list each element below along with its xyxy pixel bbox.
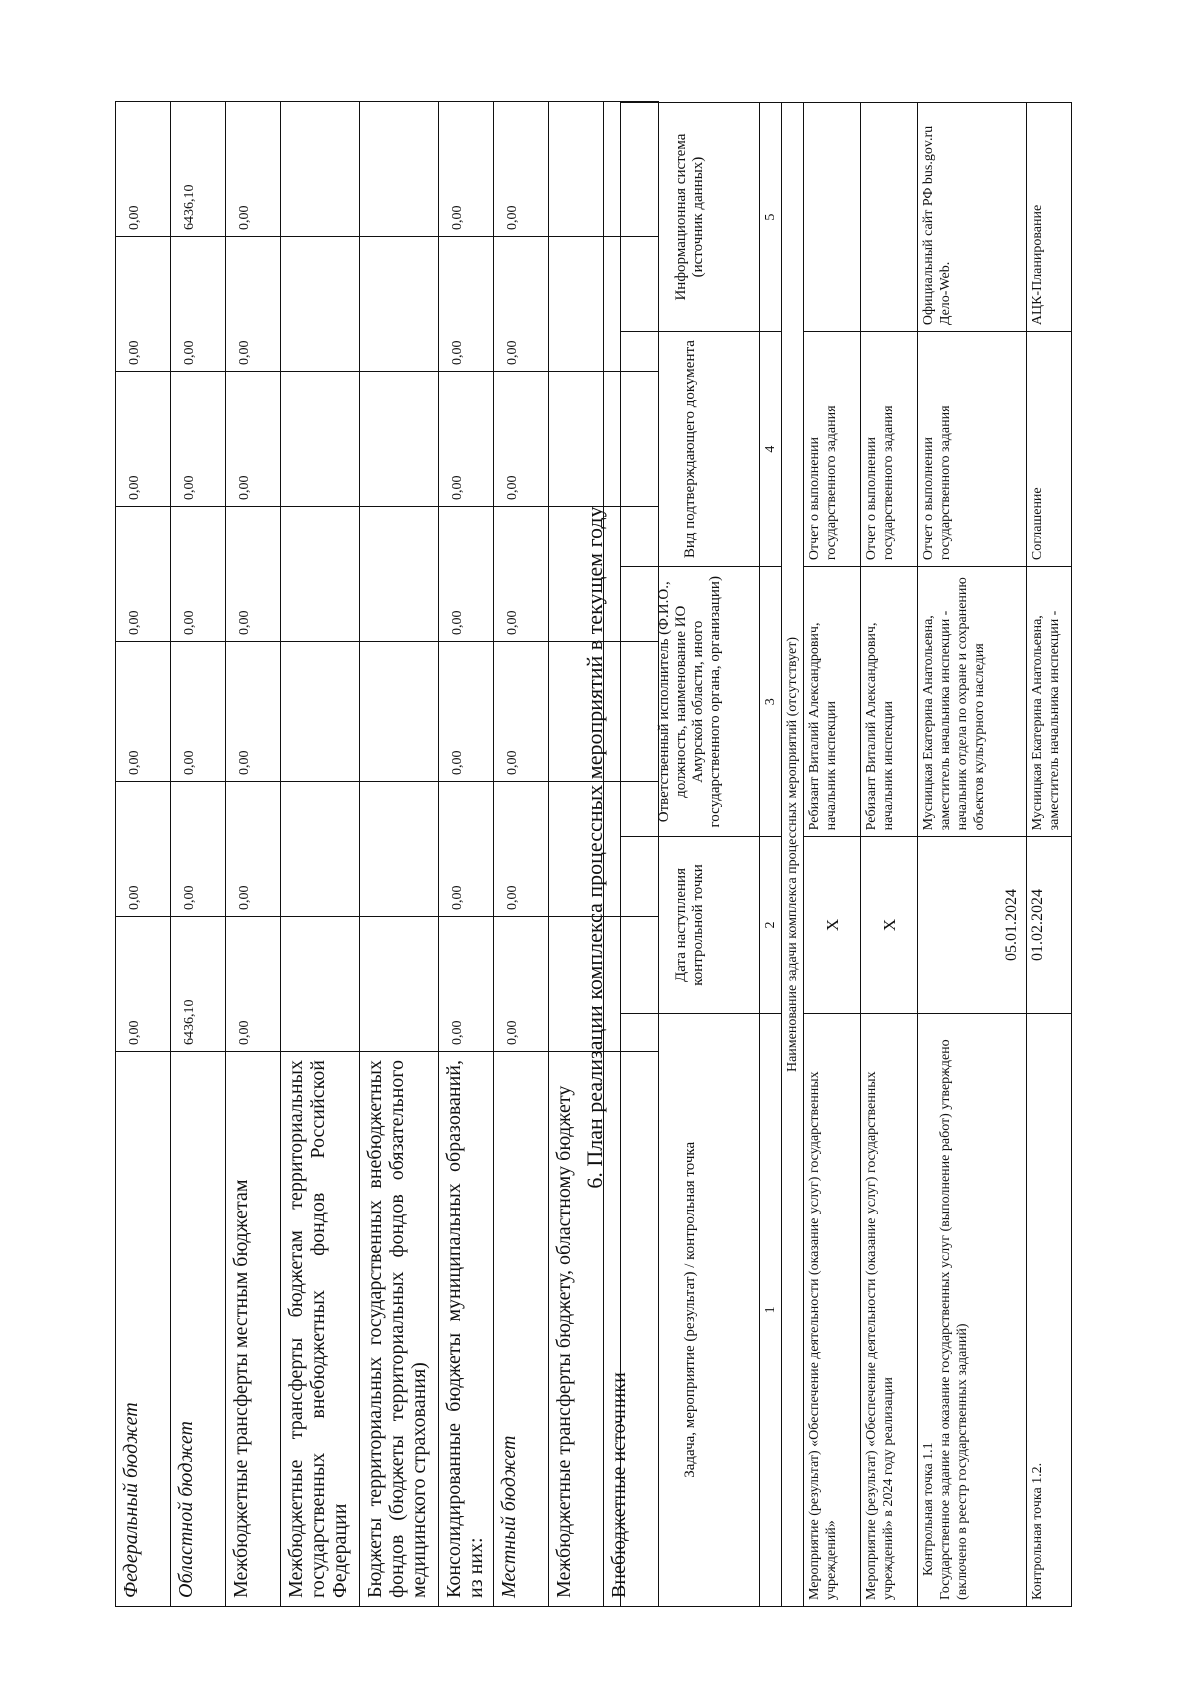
header-document: Вид подтверждающего документа (621, 332, 760, 567)
budget-row (171, 102, 226, 1607)
budget-value-cell (360, 372, 439, 507)
control-point-text: Государственное задание на оказание государственных услуг (выполнение работ) утверждено (включено в реестр государственных заданий) (938, 1039, 970, 1600)
control-point-document: Соглашение (1027, 332, 1072, 567)
event-date: X (861, 837, 918, 1013)
budget-value-cell (281, 507, 360, 642)
col-number: 5 (760, 103, 782, 332)
header-system: Информационная система (источник данных) (621, 103, 760, 332)
budget-value-cell (281, 782, 360, 917)
budget-row-label: Межбюджетные трансферты бюджету, областному бюджету (549, 1052, 604, 1607)
budget-value-cell: 0,00 (494, 102, 549, 237)
budget-row-label: Межбюджетные трансферты бюджетам территориальных государственных внебюджетных фондов Российской Федерации (281, 1052, 360, 1607)
budget-row (281, 102, 360, 1607)
col-number: 4 (760, 332, 782, 567)
event-document: Отчет о выполнении государственного задания (804, 332, 861, 567)
budget-row-label: Межбюджетные трансферты местным бюджетам (226, 1052, 281, 1607)
budget-value-cell: 0,00 (226, 237, 281, 372)
budget-value-cell: 0,00 (116, 102, 171, 237)
budget-row-label: Бюджеты территориальных государственных внебюджетных фондов (бюджеты территориальных фондов обязательного медицинского страхования) (360, 1052, 439, 1607)
control-point-name: Контрольная точка 1.2. (1027, 1013, 1072, 1606)
budget-value-cell: 0,00 (439, 507, 494, 642)
budget-value-cell: 0,00 (494, 917, 549, 1052)
control-point-document: Отчет о выполнении государственного задания (918, 332, 1027, 567)
budget-value-cell: 0,00 (494, 237, 549, 372)
budget-value-cell (360, 782, 439, 917)
budget-row-label: Внебюджетные источники (604, 1052, 659, 1607)
header-date: Дата наступления контрольной точки (621, 837, 760, 1013)
event-responsible: Ребизант Виталий Александрович, начальник инспекции (804, 567, 861, 837)
control-point-system: Официальный сайт РФ bus.gov.ru Дело-Web. (918, 103, 1027, 332)
budget-value-cell (360, 917, 439, 1052)
control-point-responsible: Мусницкая Екатерина Анатольевна, заместитель начальника инспекции - начальник отдела по охране и сохранению объектов культурного наследия (918, 567, 1027, 837)
budget-value-cell: 0,00 (171, 782, 226, 917)
column-number-row (760, 103, 782, 1607)
header-task: Задача, мероприятие (результат) / контрольная точка (621, 1013, 760, 1606)
budget-row-label: Областной бюджет (171, 1052, 226, 1607)
task-row (782, 103, 804, 1607)
budget-value-cell (281, 237, 360, 372)
event-name: Мероприятие (результат) «Обеспечение деятельности (оказание услуг) государственных учреждений» (804, 1013, 861, 1606)
control-point-date: 05.01.2024 (918, 837, 1027, 1013)
budget-value-cell: 0,00 (226, 917, 281, 1052)
budget-value-cell: 0,00 (116, 917, 171, 1052)
budget-row-label: Федеральный бюджет (116, 1052, 171, 1607)
table-row (804, 103, 861, 1607)
budget-value-cell: 0,00 (116, 237, 171, 372)
budget-value-cell: 0,00 (226, 372, 281, 507)
control-point-date: 01.02.2024 (1027, 837, 1072, 1013)
budget-value-cell: 0,00 (439, 642, 494, 782)
budget-row (226, 102, 281, 1607)
budget-value-cell: 0,00 (171, 642, 226, 782)
event-name: Мероприятие (результат) «Обеспечение деятельности (оказание услуг) государственных учреждений» в 2024 году реализации (861, 1013, 918, 1606)
budget-value-cell: 0,00 (171, 507, 226, 642)
budget-value-cell (281, 102, 360, 237)
budget-value-cell: 0,00 (116, 372, 171, 507)
budget-value-cell: 0,00 (494, 782, 549, 917)
budget-value-cell: 6436,10 (171, 102, 226, 237)
plan-header-row (621, 103, 760, 1607)
event-system (804, 103, 861, 332)
budget-row (494, 102, 549, 1607)
budget-value-cell (360, 507, 439, 642)
budget-row-label: Консолидированные бюджеты муниципальных образований, из них: (439, 1052, 494, 1607)
budget-value-cell: 6436,10 (171, 917, 226, 1052)
budget-value-cell: 0,00 (439, 102, 494, 237)
budget-value-cell (281, 372, 360, 507)
control-point-name (918, 1013, 1027, 1606)
budget-row (439, 102, 494, 1607)
budget-value-cell (360, 102, 439, 237)
section-title: 6. План реализации комплекса процессных мероприятий в текущем году (582, 506, 607, 1189)
budget-value-cell: 0,00 (439, 237, 494, 372)
control-point-system: АЦК-Планирование (1027, 103, 1072, 332)
budget-table (115, 101, 659, 1607)
budget-value-cell: 0,00 (116, 642, 171, 782)
col-number: 3 (760, 567, 782, 837)
budget-value-cell: 0,00 (226, 642, 281, 782)
budget-value-cell: 0,00 (494, 642, 549, 782)
task-name: Наименование задачи комплекса процессных мероприятий (отсутствует) (782, 103, 804, 1607)
budget-value-cell: 0,00 (226, 782, 281, 917)
event-system (861, 103, 918, 332)
table-row (1027, 103, 1072, 1607)
budget-value-cell: 0,00 (116, 507, 171, 642)
budget-value-cell: 0,00 (226, 102, 281, 237)
col-number: 1 (760, 1013, 782, 1606)
budget-value-cell: 0,00 (494, 507, 549, 642)
table-row (861, 103, 918, 1607)
table-row (918, 103, 1027, 1607)
budget-value-cell (360, 237, 439, 372)
budget-value-cell: 0,00 (116, 782, 171, 917)
control-point-responsible: Мусницкая Екатерина Анатольевна, заместитель начальника инспекции - (1027, 567, 1072, 837)
event-date: X (804, 837, 861, 1013)
budget-row-label: Местный бюджет (494, 1052, 549, 1607)
budget-row (360, 102, 439, 1607)
budget-row (116, 102, 171, 1607)
event-responsible: Ребизант Виталий Александрович, начальник инспекции (861, 567, 918, 837)
budget-value-cell (281, 642, 360, 782)
budget-value-cell: 0,00 (439, 917, 494, 1052)
budget-value-cell: 0,00 (171, 237, 226, 372)
budget-value-cell: 0,00 (171, 372, 226, 507)
budget-value-cell (281, 917, 360, 1052)
budget-value-cell: 0,00 (494, 372, 549, 507)
budget-value-cell: 0,00 (226, 507, 281, 642)
event-document: Отчет о выполнении государственного задания (861, 332, 918, 567)
header-responsible: Ответственный исполнитель (Ф.И.О., должность, наименование ИО Амурской области, иного государственного органа, организации) (621, 567, 760, 837)
col-number: 2 (760, 837, 782, 1013)
budget-value-cell (360, 642, 439, 782)
plan-table (620, 102, 1072, 1607)
budget-value-cell: 0,00 (439, 782, 494, 917)
budget-value-cell: 0,00 (439, 372, 494, 507)
control-point-title: Контрольная точка 1.1 (921, 1442, 936, 1576)
